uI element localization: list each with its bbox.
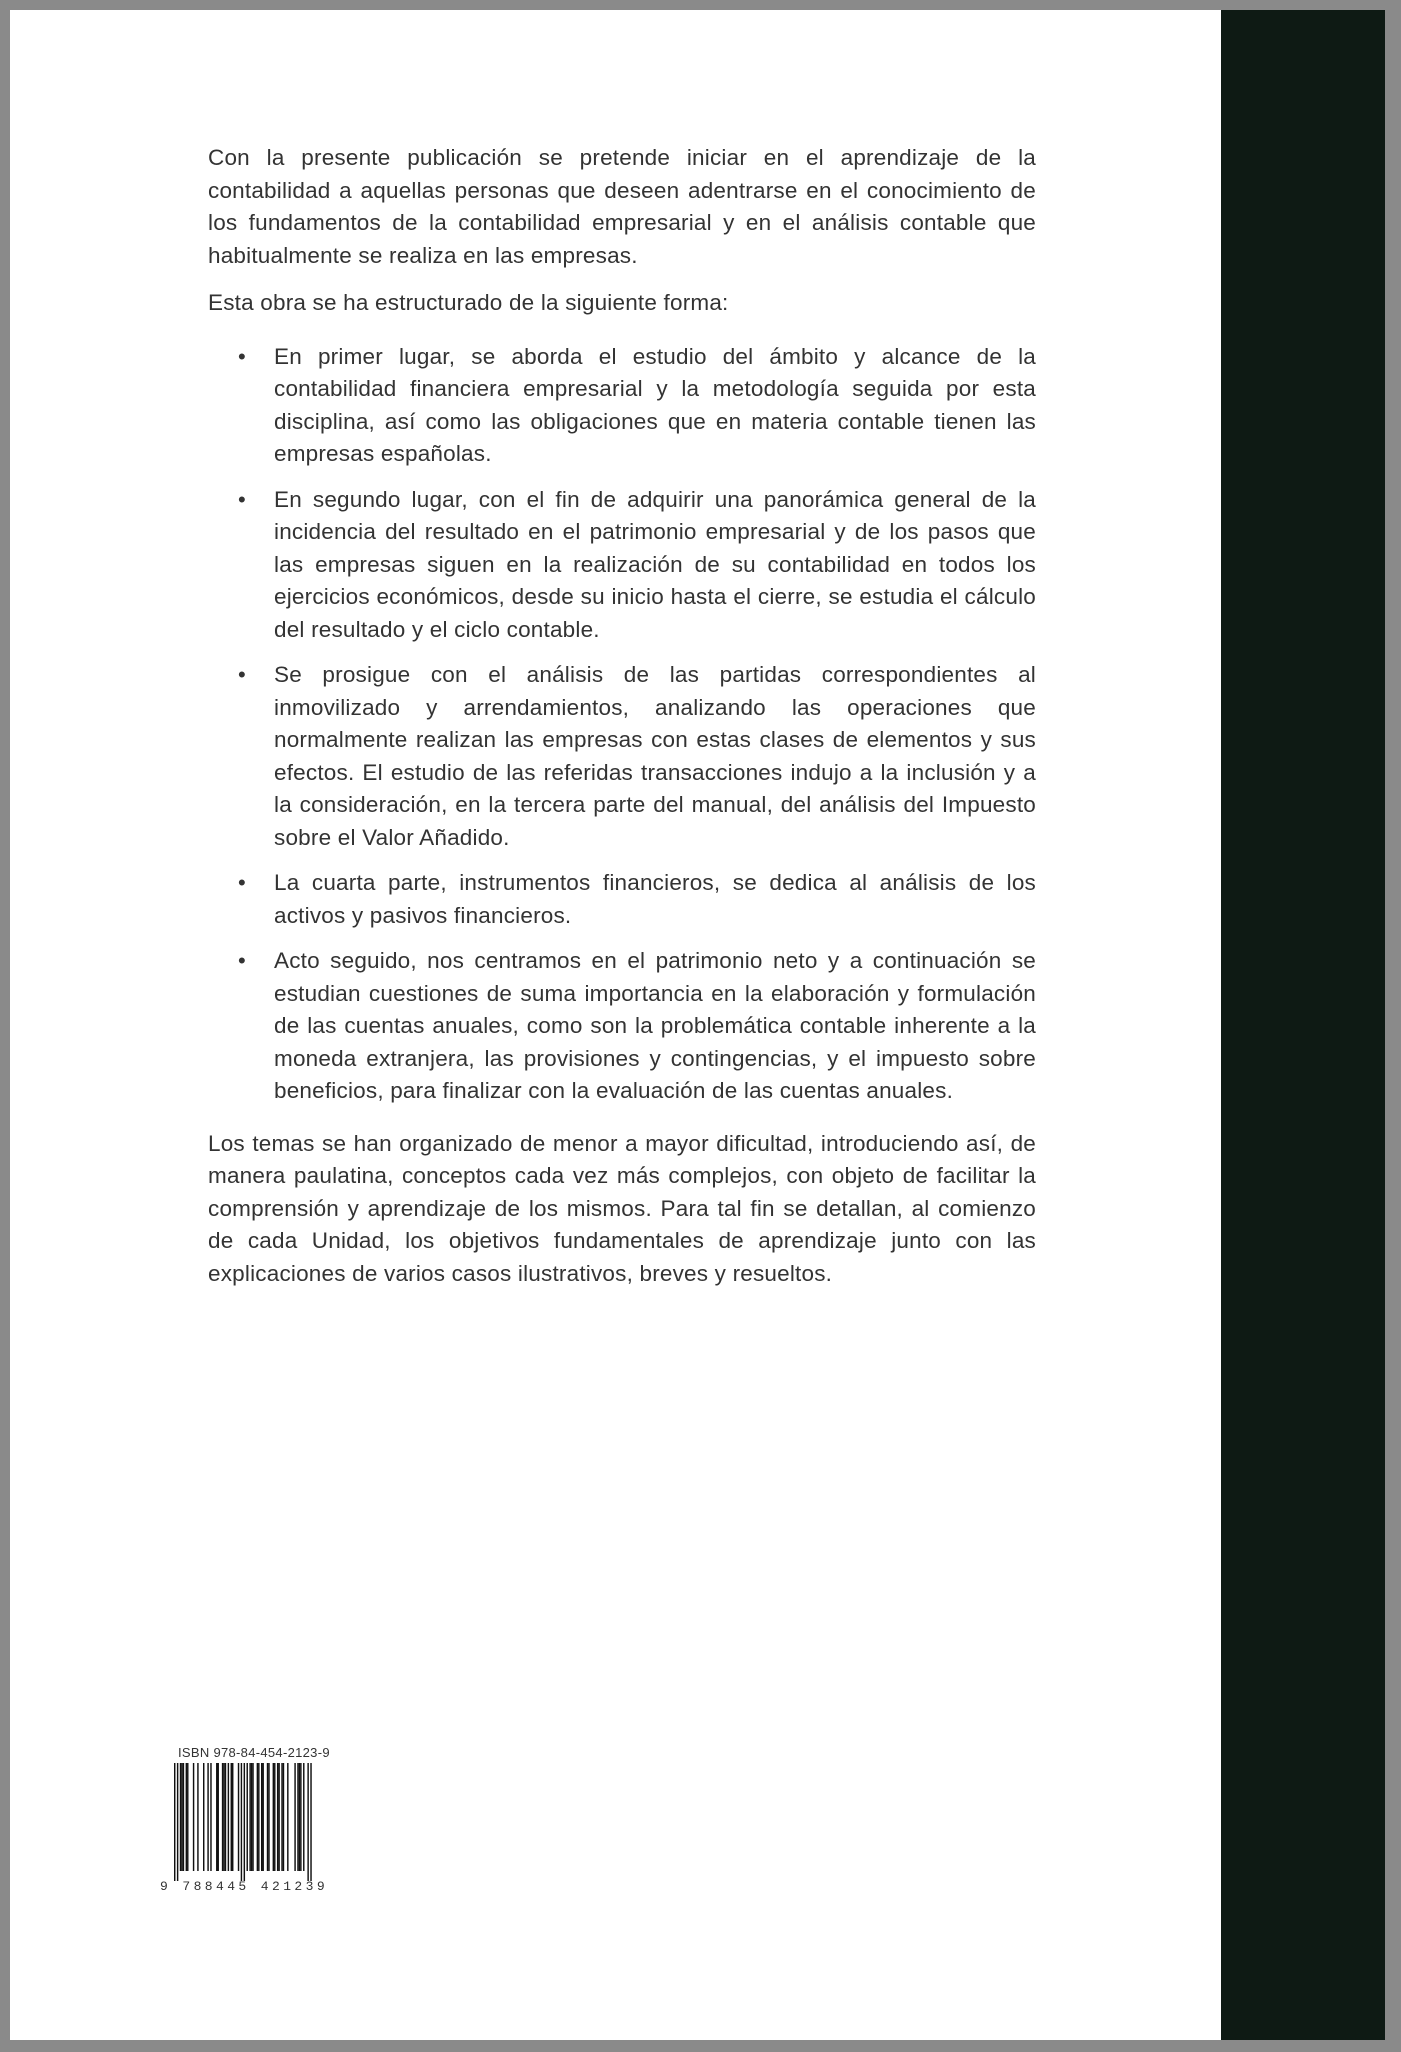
bullet-icon: • (238, 948, 246, 973)
barcode-bar (232, 1763, 233, 1871)
barcode-digits: 9 788445 421239 (160, 1879, 329, 1894)
list-item (238, 659, 1036, 854)
barcode-bar (187, 1763, 188, 1871)
barcode-bar (257, 1763, 258, 1871)
barcode-bar (268, 1763, 269, 1871)
bullet-icon: • (238, 870, 246, 895)
list-item (238, 945, 1036, 1108)
barcode-bar (223, 1763, 224, 1871)
barcode-bar (177, 1763, 178, 1881)
barcode-bar (283, 1763, 284, 1871)
list-item (238, 867, 1036, 932)
barcode-bar (277, 1763, 278, 1871)
barcode-bar (252, 1763, 253, 1871)
topic-list (208, 341, 1036, 1108)
barcode-bar (262, 1763, 263, 1871)
barcode-bar (244, 1763, 245, 1881)
closing-paragraph: Los temas se han organizado de menor a mayor dificultad, introduciendo así, de manera paulatina, conceptos cada vez más complejos, con objeto de facilitar la comprensión y aprendizaje de los mismos. Para tal fin se detallan, al comienzo de cada Unidad, los objetivos fundamentales de aprendizaje junto con las explicaciones de varios casos ilustrativos, breves y resueltos. (208, 1130, 1036, 1286)
barcode-bar (267, 1763, 268, 1871)
barcode-bar (203, 1763, 204, 1871)
barcode-bar (261, 1763, 262, 1871)
isbn-label: ISBN 978-84-454-2123-9 (178, 1745, 330, 1760)
barcode-bar (228, 1763, 229, 1871)
barcode-bar (278, 1763, 279, 1871)
barcode-bar (231, 1763, 232, 1871)
list-item (238, 341, 1036, 471)
list-item-text: Acto seguido, nos centramos en el patrimonio neto y a continuación se estudian cuestiones de suma importancia en la elaboración y formulación de las cuentas anuales, como son la problemática contable inherente a la moneda extranjera, las provisiones y contingencias, y el impuesto sobre beneficios, para finalizar con la evaluación de las cuentas anuales. (274, 948, 1036, 1103)
blurb-text (208, 142, 1036, 1290)
intro-paragraph: Con la presente publicación se pretende iniciar en el aprendizaje de la contabilidad a aquellas personas que deseen adentrarse en el conocimiento de los fundamentos de la contabilidad empresarial y en el análisis contable que habitualmente se realiza en las empresas. (208, 145, 1036, 268)
barcode-bar (174, 1763, 175, 1881)
barcode-bar (249, 1763, 250, 1871)
barcode-bar (297, 1763, 298, 1871)
bullet-icon: • (238, 486, 246, 512)
barcode-bar (210, 1763, 211, 1871)
barcode-bar (247, 1763, 248, 1871)
list-item-text: En primer lugar, se aborda el estudio del ámbito y alcance de la contabilidad financiera empresarial y la metodología seguida por esta disciplina, así como las obligaciones que en materia contable tienen las empresas españolas. (274, 343, 1036, 466)
barcode-bar (241, 1763, 242, 1881)
list-item-text: Se prosigue con el análisis de las partidas correspondientes al inmovilizado y arrendamientos, analizando las operaciones que normalmente realizan las empresas con estas clases de elementos y sus efectos. El estudio de las referidas transacciones indujo a la inclusión y a la consideración, en la tercera parte del manual, del análisis del Impuesto sobre el Valor Añadido. (274, 662, 1036, 850)
barcode-bar (251, 1763, 252, 1871)
barcode-bar (310, 1763, 311, 1881)
barcode-bar (207, 1763, 208, 1871)
barcode-bar (294, 1763, 295, 1871)
bullet-icon: • (238, 343, 246, 369)
barcode-bar (180, 1763, 181, 1871)
list-item-text: La cuarta parte, instrumentos financieros, se dedica al análisis de los activos y pasivos financieros. (274, 870, 1036, 928)
structure-lead: Esta obra se ha estructurado de la siguiente forma: (208, 290, 729, 315)
isbn-block (160, 1745, 360, 1900)
barcode-bar (197, 1763, 198, 1871)
barcode-bar (307, 1763, 308, 1881)
barcode-bar (181, 1763, 182, 1871)
barcode-bar (274, 1763, 275, 1871)
barcode-bar (258, 1763, 259, 1871)
barcode-bar (186, 1763, 187, 1871)
barcode-bar (218, 1763, 219, 1871)
back-cover (10, 10, 1385, 2040)
barcode-bar (222, 1763, 223, 1871)
barcode-bar (216, 1763, 217, 1871)
list-item-text: En segundo lugar, con el fin de adquirir una panorámica general de la incidencia del resultado en el patrimonio empresarial y de los pasos que las empresas siguen en la realización de su contabilidad en todos los ejercicios económicos, desde su inicio hasta el cierre, se estudia el cálculo del resultado y el ciclo contable. (274, 486, 1036, 642)
barcode-bar (225, 1763, 226, 1871)
barcode-bar (287, 1763, 288, 1871)
barcode-bar (193, 1763, 194, 1871)
barcode-bar (183, 1763, 184, 1871)
barcode-bar (273, 1763, 274, 1871)
barcode-bar (281, 1763, 282, 1871)
bullet-icon: • (238, 662, 246, 687)
barcode-bar (299, 1763, 300, 1871)
barcode-bar (300, 1763, 301, 1871)
list-item (238, 484, 1036, 647)
barcode-bar (303, 1763, 304, 1871)
spine-band (1221, 10, 1385, 2040)
barcode (160, 1763, 360, 1881)
barcode-bar (238, 1763, 239, 1871)
